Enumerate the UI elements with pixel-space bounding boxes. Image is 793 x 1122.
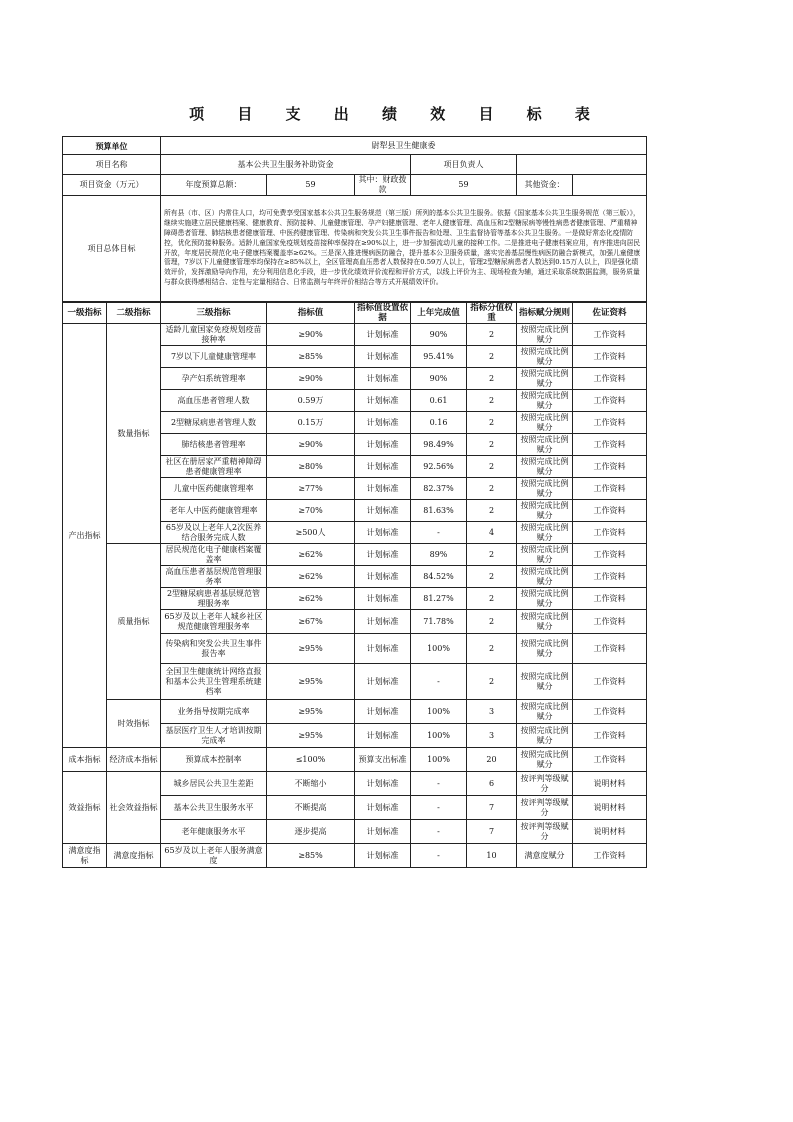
indicator-last: 90% — [411, 368, 467, 390]
group-satisfaction: 满意度指标 — [63, 844, 107, 868]
indicator-basis: 计划标准 — [355, 346, 411, 368]
indicator-weight: 2 — [467, 610, 517, 634]
indicator-rule: 按评判等级赋分 — [517, 772, 573, 796]
group-economic-cost: 经济成本指标 — [107, 748, 161, 772]
indicator-evidence: 工作资料 — [573, 478, 647, 500]
indicator-value: 0.15万 — [267, 412, 355, 434]
indicator-weight: 3 — [467, 724, 517, 748]
budget-unit-value: 尉犁县卫生健康委 — [161, 137, 647, 155]
indicator-last: 82.37% — [411, 478, 467, 500]
indicator-rule: 按照完成比例赋分 — [517, 588, 573, 610]
indicator-weight: 2 — [467, 456, 517, 478]
indicator-name: 肺结核患者管理率 — [161, 434, 267, 456]
indicator-basis: 计划标准 — [355, 566, 411, 588]
indicator-last: 84.52% — [411, 566, 467, 588]
indicator-evidence: 工作资料 — [573, 566, 647, 588]
indicator-weight: 2 — [467, 588, 517, 610]
indicator-name: 老年健康服务水平 — [161, 820, 267, 844]
fiscal-funding-value: 59 — [411, 175, 517, 196]
indicator-rule: 按照完成比例赋分 — [517, 522, 573, 544]
indicator-basis: 计划标准 — [355, 324, 411, 346]
indicator-rule: 按照完成比例赋分 — [517, 456, 573, 478]
indicator-rule: 按照完成比例赋分 — [517, 434, 573, 456]
indicator-evidence: 工作资料 — [573, 368, 647, 390]
indicator-basis: 计划标准 — [355, 724, 411, 748]
indicator-evidence: 工作资料 — [573, 456, 647, 478]
indicator-rule: 按照完成比例赋分 — [517, 346, 573, 368]
indicator-basis: 计划标准 — [355, 588, 411, 610]
indicator-last: 100% — [411, 700, 467, 724]
indicator-last: - — [411, 522, 467, 544]
indicator-last: 100% — [411, 724, 467, 748]
indicator-evidence: 工作资料 — [573, 588, 647, 610]
indicator-value: ≤100% — [267, 748, 355, 772]
indicator-basis: 计划标准 — [355, 610, 411, 634]
indicator-weight: 20 — [467, 748, 517, 772]
indicator-value: 不断提高 — [267, 796, 355, 820]
indicator-basis: 计划标准 — [355, 456, 411, 478]
indicator-evidence: 工作资料 — [573, 544, 647, 566]
indicator-name: 老年人中医药健康管理率 — [161, 500, 267, 522]
indicator-name: 7岁以下儿童健康管理率 — [161, 346, 267, 368]
indicator-name: 社区在册居家严重精神障碍患者健康管理率 — [161, 456, 267, 478]
indicator-basis: 计划标准 — [355, 796, 411, 820]
indicator-basis: 计划标准 — [355, 522, 411, 544]
indicator-value: ≥95% — [267, 700, 355, 724]
indicator-value: ≥95% — [267, 724, 355, 748]
indicator-basis: 计划标准 — [355, 634, 411, 664]
indicator-basis: 计划标准 — [355, 664, 411, 700]
indicator-evidence: 工作资料 — [573, 700, 647, 724]
indicator-weight: 4 — [467, 522, 517, 544]
indicator-rule: 按照完成比例赋分 — [517, 368, 573, 390]
indicator-evidence: 工作资料 — [573, 390, 647, 412]
project-info-table — [62, 136, 647, 302]
header-level1: 一级指标 — [63, 303, 107, 324]
indicator-name: 孕产妇系统管理率 — [161, 368, 267, 390]
indicator-rule: 按照完成比例赋分 — [517, 700, 573, 724]
indicator-weight: 2 — [467, 434, 517, 456]
indicator-last: 95.41% — [411, 346, 467, 368]
indicator-name: 居民规范化电子健康档案覆盖率 — [161, 544, 267, 566]
indicator-rule: 按照完成比例赋分 — [517, 390, 573, 412]
table-row — [63, 772, 647, 796]
indicator-basis: 计划标准 — [355, 478, 411, 500]
indicator-last: 90% — [411, 324, 467, 346]
indicator-basis: 计划标准 — [355, 434, 411, 456]
other-funds-label: 其他资金： — [517, 175, 573, 196]
indicator-weight: 6 — [467, 772, 517, 796]
project-name-value: 基本公共卫生服务补助资金 — [161, 155, 411, 175]
indicator-rule: 按照完成比例赋分 — [517, 500, 573, 522]
header-row — [63, 303, 647, 324]
indicator-weight: 10 — [467, 844, 517, 868]
indicator-rule: 按评判等级赋分 — [517, 796, 573, 820]
header-level3: 三级指标 — [161, 303, 267, 324]
indicator-rule: 按照完成比例赋分 — [517, 544, 573, 566]
indicator-value: ≥77% — [267, 478, 355, 500]
indicator-last: - — [411, 844, 467, 868]
group-satisfaction-sub: 满意度指标 — [107, 844, 161, 868]
indicator-weight: 2 — [467, 544, 517, 566]
indicator-last: 71.78% — [411, 610, 467, 634]
indicator-value: ≥95% — [267, 634, 355, 664]
indicator-rule: 按评判等级赋分 — [517, 820, 573, 844]
indicator-evidence: 工作资料 — [573, 610, 647, 634]
header-evidence: 佐证资料 — [573, 303, 647, 324]
indicator-name: 高血压患者管理人数 — [161, 390, 267, 412]
indicator-evidence: 工作资料 — [573, 500, 647, 522]
indicator-weight: 7 — [467, 796, 517, 820]
indicator-value: ≥85% — [267, 844, 355, 868]
budget-unit-label: 预算单位 — [63, 137, 161, 155]
indicator-value: ≥62% — [267, 544, 355, 566]
page-title: 项 目 支 出 绩 效 目 标 表 — [189, 105, 604, 123]
indicator-name: 业务指导按期完成率 — [161, 700, 267, 724]
indicator-evidence: 工作资料 — [573, 664, 647, 700]
indicator-last: 100% — [411, 634, 467, 664]
indicator-basis: 计划标准 — [355, 820, 411, 844]
indicator-evidence: 工作资料 — [573, 724, 647, 748]
group-benefit: 效益指标 — [63, 772, 107, 844]
indicator-value: 逐步提高 — [267, 820, 355, 844]
indicator-name: 基本公共卫生服务水平 — [161, 796, 267, 820]
project-name-label: 项目名称 — [63, 155, 161, 175]
project-funds-label: 项目资金（万元） — [63, 175, 161, 196]
indicator-basis: 计划标准 — [355, 700, 411, 724]
indicator-value: ≥95% — [267, 664, 355, 700]
indicator-table — [62, 302, 647, 868]
fiscal-funding-label: 其中：财政拨款 — [355, 175, 411, 196]
group-social-benefit: 社会效益指标 — [107, 772, 161, 844]
indicator-last: - — [411, 820, 467, 844]
header-basis: 指标值设置依据 — [355, 303, 411, 324]
indicator-evidence: 工作资料 — [573, 346, 647, 368]
indicator-basis: 计划标准 — [355, 772, 411, 796]
indicator-evidence: 工作资料 — [573, 324, 647, 346]
indicator-basis: 计划标准 — [355, 844, 411, 868]
indicator-evidence: 工作资料 — [573, 412, 647, 434]
header-level2: 二级指标 — [107, 303, 161, 324]
indicator-last: 98.49% — [411, 434, 467, 456]
indicator-evidence: 工作资料 — [573, 522, 647, 544]
indicator-basis: 计划标准 — [355, 412, 411, 434]
indicator-weight: 2 — [467, 664, 517, 700]
indicator-basis: 计划标准 — [355, 544, 411, 566]
indicator-weight: 2 — [467, 346, 517, 368]
group-quality: 质量指标 — [107, 544, 161, 700]
indicator-value: ≥90% — [267, 368, 355, 390]
indicator-last: 0.61 — [411, 390, 467, 412]
indicator-evidence: 说明材料 — [573, 820, 647, 844]
indicator-value: ≥500人 — [267, 522, 355, 544]
indicator-value: ≥85% — [267, 346, 355, 368]
indicator-value: 不断缩小 — [267, 772, 355, 796]
header-rule: 指标赋分规则 — [517, 303, 573, 324]
indicator-name: 全国卫生健康统计网络直报和基本公共卫生管理系统建档率 — [161, 664, 267, 700]
indicator-name: 65岁及以上老年人城乡社区规范健康管理服务率 — [161, 610, 267, 634]
indicator-basis: 计划标准 — [355, 390, 411, 412]
indicator-rule: 按照完成比例赋分 — [517, 412, 573, 434]
indicator-last: 92.56% — [411, 456, 467, 478]
indicator-rule: 按照完成比例赋分 — [517, 664, 573, 700]
indicator-name: 2型糖尿病患者基层规范管理服务率 — [161, 588, 267, 610]
indicator-last: - — [411, 796, 467, 820]
indicator-last: 81.63% — [411, 500, 467, 522]
indicator-weight: 3 — [467, 700, 517, 724]
indicator-rule: 按照完成比例赋分 — [517, 724, 573, 748]
header-value: 指标值 — [267, 303, 355, 324]
indicator-last: 100% — [411, 748, 467, 772]
indicator-name: 65岁及以上老年人2次医养结合服务完成人数 — [161, 522, 267, 544]
indicator-evidence: 工作资料 — [573, 844, 647, 868]
indicator-evidence: 工作资料 — [573, 434, 647, 456]
table-row — [63, 844, 647, 868]
annual-total-label: 年度预算总额： — [161, 175, 267, 196]
indicator-evidence: 说明材料 — [573, 772, 647, 796]
indicator-rule: 按照完成比例赋分 — [517, 478, 573, 500]
indicator-rule: 满意度赋分 — [517, 844, 573, 868]
indicator-rule: 按照完成比例赋分 — [517, 748, 573, 772]
indicator-weight: 2 — [467, 390, 517, 412]
indicator-weight: 2 — [467, 368, 517, 390]
indicator-name: 儿童中医药健康管理率 — [161, 478, 267, 500]
indicator-rule: 按照完成比例赋分 — [517, 634, 573, 664]
indicator-name: 城乡居民公共卫生差距 — [161, 772, 267, 796]
indicator-rule: 按照完成比例赋分 — [517, 324, 573, 346]
indicator-value: ≥67% — [267, 610, 355, 634]
indicator-last: - — [411, 664, 467, 700]
indicator-evidence: 说明材料 — [573, 796, 647, 820]
group-output: 产出指标 — [63, 324, 107, 748]
indicator-name: 高血压患者基层规范管理服务率 — [161, 566, 267, 588]
indicator-value: ≥70% — [267, 500, 355, 522]
indicator-evidence: 工作资料 — [573, 634, 647, 664]
table-row — [63, 748, 647, 772]
indicator-name: 基层医疗卫生人才培训按期完成率 — [161, 724, 267, 748]
indicator-name: 2型糖尿病患者管理人数 — [161, 412, 267, 434]
indicator-name: 适龄儿童国家免疫规划疫苗接种率 — [161, 324, 267, 346]
indicator-weight: 2 — [467, 324, 517, 346]
header-last: 上年完成值 — [411, 303, 467, 324]
indicator-weight: 2 — [467, 478, 517, 500]
indicator-basis: 计划标准 — [355, 368, 411, 390]
annual-total-value: 59 — [267, 175, 355, 196]
indicator-name: 传染病和突发公共卫生事件报告率 — [161, 634, 267, 664]
indicator-rule: 按照完成比例赋分 — [517, 566, 573, 588]
indicator-value: ≥90% — [267, 324, 355, 346]
indicator-last: - — [411, 772, 467, 796]
indicator-weight: 2 — [467, 634, 517, 664]
indicator-last: 81.27% — [411, 588, 467, 610]
indicator-value: ≥62% — [267, 566, 355, 588]
table-row — [63, 544, 647, 566]
indicator-value: ≥90% — [267, 434, 355, 456]
indicator-weight: 2 — [467, 500, 517, 522]
indicator-weight: 7 — [467, 820, 517, 844]
indicator-last: 89% — [411, 544, 467, 566]
indicator-rule: 按照完成比例赋分 — [517, 610, 573, 634]
overall-goal-label: 项目总体目标 — [63, 196, 161, 302]
indicator-name: 预算成本控制率 — [161, 748, 267, 772]
table-row — [63, 324, 647, 346]
header-weight: 指标分值权重 — [467, 303, 517, 324]
indicator-weight: 2 — [467, 566, 517, 588]
project-leader-label: 项目负责人 — [411, 155, 517, 175]
group-quantity: 数量指标 — [107, 324, 161, 544]
overall-goal-text: 所有县（市、区）内常住人口，均可免费享受国家基本公共卫生服务规范（第三版）所列的基本公共卫生服务。依据《国家基本公共卫生服务规范（第三版）》，继续实施建立居民健康档案、健康教育、预防接种、儿童健康管理、孕产妇健康管理、老年人健康管理、高血压和2型糖尿病等慢性病患者健康管理、严重精神障碍患者管理、肺结核患者健康管理、中医药健康管理、传染病和突发公共卫生事件报告和处理、卫生监督协管等基本公共卫生服务。一是做好常态化疫情防控，优化预防接种服务。适龄儿童国家免疫规划疫苗接种率保持在≥90%以上，进一步加强流动儿童的接种工作。二是推进电子健康档案应用，有序推进向居民开放，年度居民规范化电子健康档案覆盖率≥62%。三是深入推进慢病医防融合，提升基本公卫服务质量，落实完善基层慢性病医防融合新模式，加强儿童健康管理，7岁以下儿童健康管理率均保持在≥85%以上，全区管理高血压患者人数保持在0.59万人以上，管理2型糖尿病患者人数达到0.15万人以上，四是强化绩效评价，发挥激励导向作用，充分利用信息化手段，进一步优化绩效评价流程和评价方式，以线上评价为主、现场检查为辅，通过采取系统数据监测，服务质量与群众获得感相结合、定性与定量相结合、日常监测与年终评价相结合等方式开展绩效评价。 — [161, 196, 647, 302]
project-leader-value — [517, 155, 647, 175]
indicator-value: ≥62% — [267, 588, 355, 610]
indicator-basis: 预算支出标准 — [355, 748, 411, 772]
indicator-name: 65岁及以上老年人服务满意度 — [161, 844, 267, 868]
indicator-value: 0.59万 — [267, 390, 355, 412]
indicator-basis: 计划标准 — [355, 500, 411, 522]
indicator-weight: 2 — [467, 412, 517, 434]
other-funds-value — [573, 175, 647, 196]
table-row — [63, 700, 647, 724]
group-cost: 成本指标 — [63, 748, 107, 772]
group-timeliness: 时效指标 — [107, 700, 161, 748]
indicator-evidence: 工作资料 — [573, 748, 647, 772]
indicator-value: ≥80% — [267, 456, 355, 478]
indicator-last: 0.16 — [411, 412, 467, 434]
